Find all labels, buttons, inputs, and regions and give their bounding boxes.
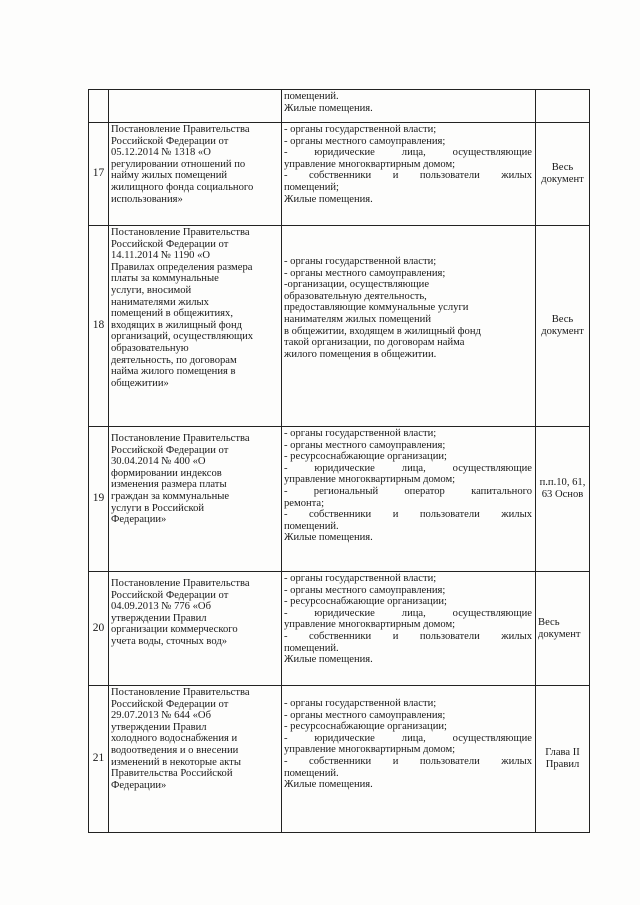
act-cell (109, 90, 282, 123)
act-line: Российской Федерации от (111, 589, 229, 601)
act-line: 04.09.2013 № 776 «Об (111, 601, 211, 613)
act-line: учета воды, сточных вод» (111, 635, 228, 647)
table-row (89, 686, 590, 833)
subjects-line: - органы местного самоуправления; (284, 709, 446, 721)
scope-line: Весь (551, 162, 574, 174)
subjects-line: такой организации, по договорам найма (284, 337, 465, 349)
subjects-line: ремонта; (284, 497, 325, 509)
subjects-line: - ресурсоснабжающие организации; (284, 596, 447, 608)
act-line: использования» (111, 193, 183, 205)
regulations-table (88, 89, 590, 833)
row-number-cell: 18 (89, 226, 109, 427)
subjects-line: - ресурсоснабжающие организации; (284, 451, 447, 463)
row-number-cell: 20 (89, 572, 109, 686)
act-cell (109, 572, 282, 686)
subjects-line: управление многоквартирным домом; (284, 744, 456, 756)
scope-line: документ (538, 628, 581, 640)
scope-cell (536, 427, 590, 572)
subjects-line: - собственники и пользователи жилых (284, 630, 532, 642)
subjects-cell (282, 90, 536, 123)
act-line: организации коммерческого (111, 624, 238, 636)
act-cell (109, 427, 282, 572)
scope-line: Правил (545, 759, 580, 770)
table-row-continued (89, 90, 590, 123)
act-cell (109, 686, 282, 833)
act-line: найму жилых помещений (111, 170, 228, 182)
table-row (89, 123, 590, 226)
subjects-line: - региональный оператор капитального (284, 485, 532, 497)
subjects-line: - органы местного самоуправления; (284, 439, 446, 451)
subjects-cell (282, 427, 536, 572)
act-line: холодного водоснабжения и (111, 733, 238, 745)
scope-line: Весь (538, 616, 560, 628)
act-line: деятельность, по договорам (111, 354, 237, 366)
subjects-line: - органы местного самоуправления; (284, 135, 446, 147)
subjects-line: помещений; (284, 181, 339, 193)
act-cell (109, 226, 282, 427)
row-number-cell: 21 (89, 686, 109, 833)
act-line: Постановление Правительства (111, 227, 250, 238)
act-line: помещений в общежитиях, (111, 308, 233, 320)
subjects-line: - органы государственной власти; (284, 124, 437, 135)
act-line: Федерации» (111, 779, 167, 791)
subjects-line: - юридические лица, осуществляющие (284, 147, 532, 159)
act-line: регулировании отношений по (111, 158, 246, 170)
subjects-line: жилого помещения в общежитии. (284, 348, 437, 360)
act-line: Российской Федерации от (111, 698, 229, 710)
scope-line: 63 Основ (541, 488, 584, 500)
scope-line: документ (541, 174, 584, 185)
act-line: Российской Федерации от (111, 238, 229, 250)
scope-line: документ (541, 326, 584, 337)
subjects-line: помещений. (284, 642, 339, 654)
scope-line: Глава II (545, 747, 580, 759)
subjects-line: - юридические лица, осуществляющие (284, 607, 532, 619)
subjects-line: помещений. (284, 520, 339, 532)
subjects-line: управление многоквартирным домом; (284, 158, 456, 170)
subjects-cell (282, 686, 536, 833)
subjects-cell (282, 572, 536, 686)
subjects-line: - юридические лица, осуществляющие (284, 462, 532, 474)
subjects-line: Жилые помещения. (284, 102, 373, 114)
subjects-line: Жилые помещения. (284, 193, 373, 205)
subjects-line: - юридические лица, осуществляющие (284, 732, 532, 744)
subjects-line: нанимателям жилых помещений (284, 313, 431, 325)
act-line: услуги, вносимой (111, 284, 192, 296)
scope-cell (536, 90, 590, 123)
subjects-line: - органы государственной власти; (284, 428, 437, 439)
act-cell (109, 123, 282, 226)
act-line: Правительства Российской (111, 768, 233, 780)
act-line: Российской Федерации от (111, 135, 229, 147)
act-line: изменения размера платы (111, 479, 227, 491)
act-line: Постановление Правительства (111, 124, 250, 135)
act-line: Правилах определения размера (111, 261, 253, 273)
act-line: 30.04.2014 № 400 «О (111, 456, 206, 468)
subjects-line: - органы местного самоуправления; (284, 267, 446, 279)
act-line: граждан за коммунальные (111, 490, 230, 502)
table-row (89, 226, 590, 427)
subjects-line: Жилые помещения. (284, 779, 373, 791)
act-line: утверждении Правил (111, 721, 207, 733)
subjects-line: - органы государственной власти; (284, 698, 437, 709)
subjects-line: - органы государственной власти; (284, 256, 437, 267)
act-line: 05.12.2014 № 1318 «О (111, 147, 211, 159)
scope-line: п.п.10, 61, (539, 477, 586, 488)
table-row (89, 572, 590, 686)
subjects-line: -организации, осуществляющие (284, 279, 430, 291)
act-line: формировании индексов (111, 467, 222, 479)
subjects-cell (282, 123, 536, 226)
subjects-line: управление многоквартирным домом; (284, 474, 456, 486)
subjects-line: Жилые помещения. (284, 532, 373, 544)
act-line: утверждении Правил (111, 612, 207, 624)
act-line: образовательную (111, 342, 189, 354)
act-line: водоотведения и о внесении (111, 744, 239, 756)
subjects-line: в общежитии, входящем в жилищный фонд (284, 325, 481, 337)
subjects-line: помещений. (284, 91, 339, 102)
subjects-cell (282, 226, 536, 427)
act-line: 29.07.2013 № 644 «Об (111, 710, 211, 722)
act-line: Постановление Правительства (111, 578, 250, 589)
act-line: платы за коммунальные (111, 273, 219, 285)
act-line: Постановление Правительства (111, 433, 250, 444)
scope-cell (536, 226, 590, 427)
table-row (89, 427, 590, 572)
subjects-line: - органы государственной власти; (284, 573, 437, 584)
subjects-line: - органы местного самоуправления; (284, 584, 446, 596)
scope-cell (536, 572, 590, 686)
subjects-line: Жилые помещения. (284, 654, 373, 666)
act-line: 14.11.2014 № 1190 «О (111, 250, 211, 262)
act-line: услуги в Российской (111, 502, 205, 514)
subjects-line: управление многоквартирным домом; (284, 619, 456, 631)
scope-cell (536, 123, 590, 226)
act-line: Постановление Правительства (111, 687, 250, 698)
act-line: организаций, осуществляющих (111, 331, 254, 343)
subjects-line: - собственники и пользователи жилых (284, 509, 532, 521)
subjects-line: образовательную деятельность, (284, 290, 427, 302)
row-number-cell: 19 (89, 427, 109, 572)
subjects-line: - ресурсоснабжающие организации; (284, 721, 447, 733)
act-line: Российской Федерации от (111, 444, 229, 456)
subjects-line: - собственники и пользователи жилых (284, 755, 532, 767)
act-line: найма жилого помещения в (111, 366, 236, 378)
subjects-line: предоставляющие коммунальные услуги (284, 302, 469, 314)
subjects-line: - собственники и пользователи жилых (284, 170, 532, 182)
act-line: изменений в некоторые акты (111, 756, 241, 768)
row-number-cell: 17 (89, 123, 109, 226)
act-line: жилищного фонда социального (111, 181, 254, 193)
scope-cell (536, 686, 590, 833)
scope-line: Весь (551, 314, 574, 326)
act-line: Федерации» (111, 514, 167, 526)
row-number-cell (89, 90, 109, 123)
act-line: общежитии» (111, 377, 169, 389)
subjects-line: помещений. (284, 767, 339, 779)
act-line: входящих в жилищный фонд (111, 319, 242, 331)
act-line: нанимателями жилых (111, 296, 209, 308)
